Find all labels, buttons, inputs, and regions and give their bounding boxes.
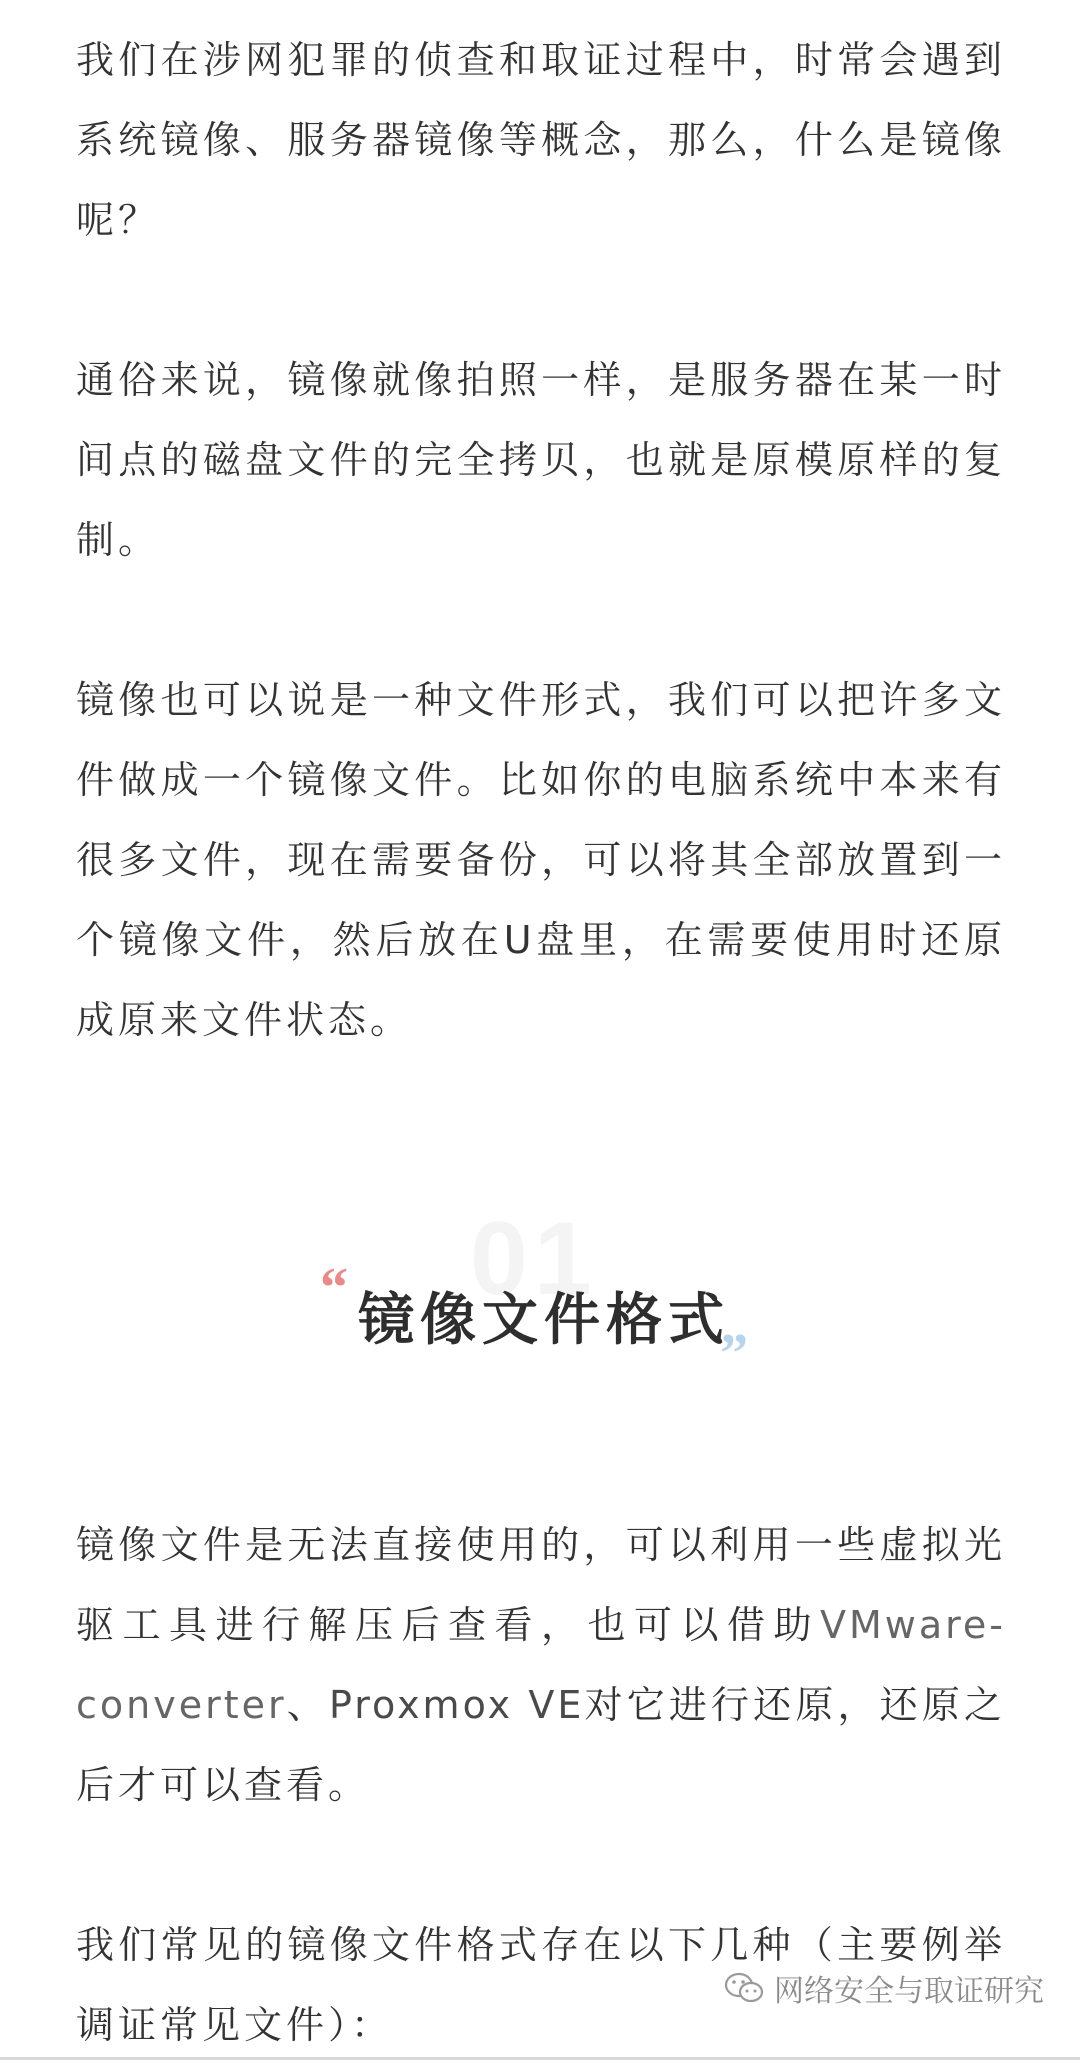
paragraph-analogy: 通俗来说，镜像就像拍照一样，是服务器在某一时间点的磁盘文件的完全拷贝，也就是原模原样的复制。 [76,358,1006,562]
section-heading [0,1200,1080,1385]
usage-text-2: 对它进行还原，还原之后才可以查看。 [76,1683,1006,1807]
paragraph-file-form: 镜像也可以说是一种文件形式，我们可以把许多文件做成一个镜像文件。比如你的电脑系统中本来有很多文件，现在需要备份，可以将其全部放置到一个镜像文件，然后放在U盘里，在需要使用时还原成原来文件状态。 [76,678,1006,1042]
quote-close-icon: ” [720,1323,748,1385]
watermark [724,1966,1044,2010]
vmware-converter-term: VMware-converter [76,1603,1006,1727]
usage-text-1: 镜像文件是无法直接使用的，可以利用一些虚拟光驱工具进行解压后查看，也可以借助 [76,1523,1006,1647]
watermark-text: 网络安全与取证研究 [774,1974,1044,2009]
wechat-icon [724,1972,764,2004]
paragraph-formats-intro: 我们常见的镜像文件格式存在以下几种（主要例举调证常见文件）： [76,1923,1006,2047]
section-title: 镜像文件格式 [358,1288,730,1353]
paragraph-intro: 我们在涉网犯罪的侦查和取证过程中，时常会遇到系统镜像、服务器镜像等概念，那么，什么是镜像呢？ [76,38,1006,242]
quote-open-icon: “ [320,1257,348,1319]
paragraph-usage [76,1505,1006,1825]
usage-separator: 、 [286,1683,329,1727]
section-number: 01 [470,1201,598,1317]
proxmox-term: Proxmox VE [328,1683,585,1727]
